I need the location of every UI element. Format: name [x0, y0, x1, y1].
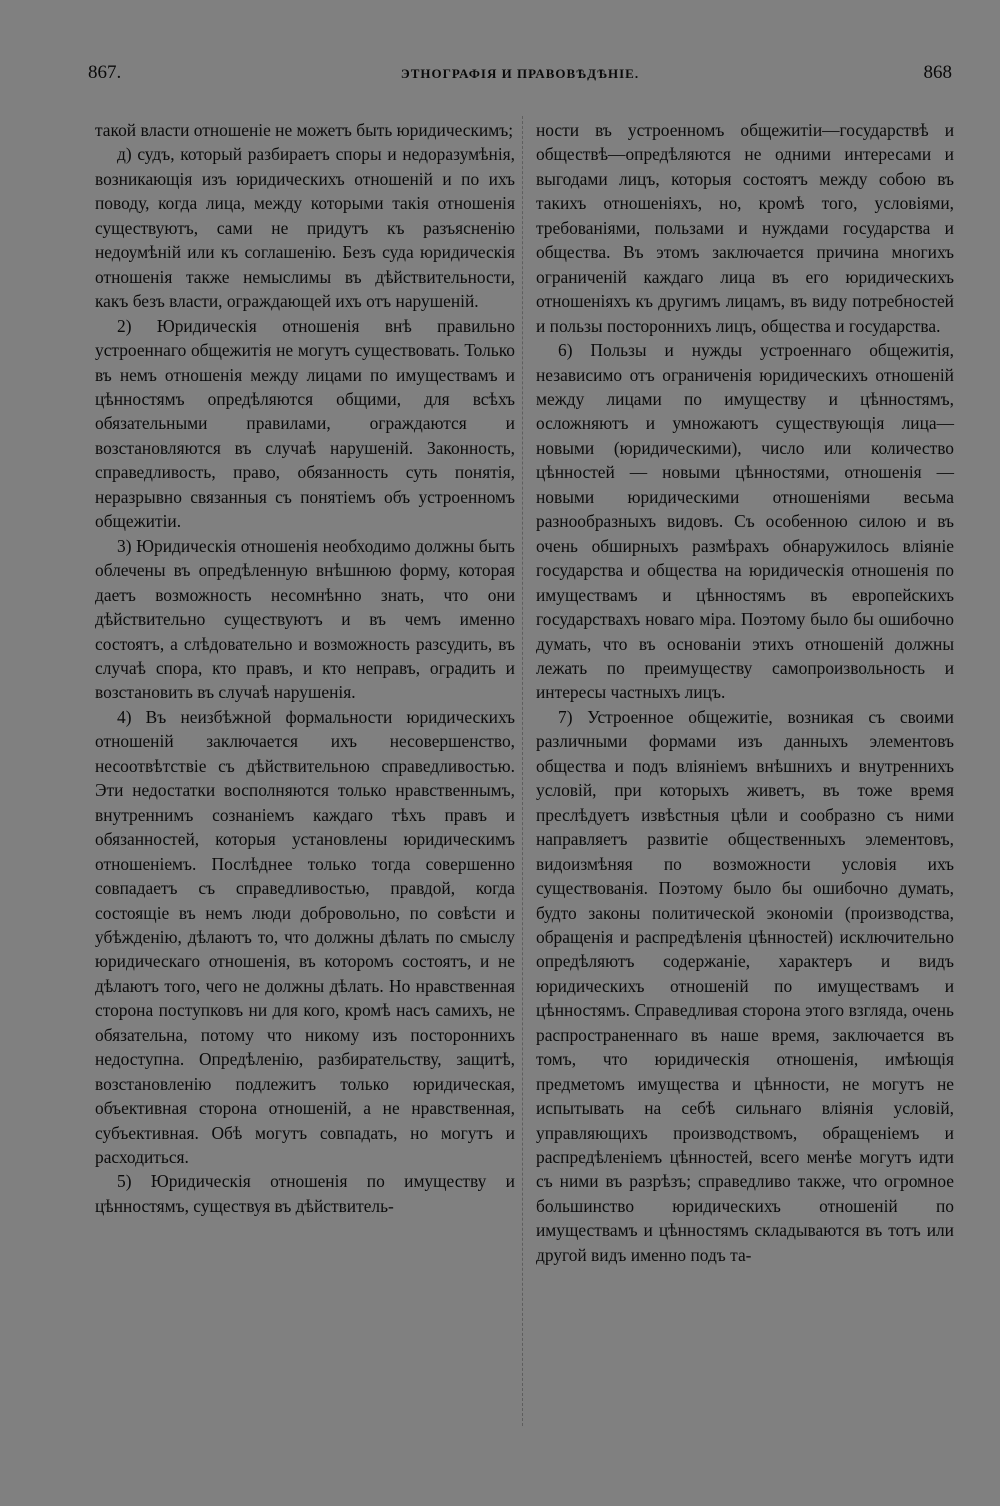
column-divider [522, 116, 523, 1426]
paragraph: д) судъ, который разбираетъ споры и недоразумѣнія, возникающія изъ юридическихъ отношеній и по ихъ поводу, когда лица, между которыми такія отношенія существуютъ, сами не придутъ къ разъясненію недоумѣній или къ соглашенію. Безъ суда юридическія отношенія также немыслимы въ дѣйствительности, какъ безъ власти, ограждающей ихъ отъ нарушеній. [95, 144, 515, 312]
left-column [95, 118, 515, 1218]
paragraph: 7) Устроенное общежитіе, возникая съ своими различными формами изъ данныхъ элементовъ общества и подъ вліяніемъ внѣшнихъ и внутреннихъ условій, при которыхъ живетъ, въ тоже время преслѣдуетъ извѣстныя цѣли и сообразно съ ними направляетъ развитіе общественныхъ элементовъ, видоизмѣняя по возможности условія ихъ существованія. Поэтому было бы ошибочно думать, будто законы политической экономіи (производства, обращенія и распредѣленія цѣнностей) исключительно опредѣляютъ содержаніе, характеръ и видъ юридическихъ отношеній по имуществамъ и цѣнностямъ. Справедливая сторона этого взгляда, очень распространеннаго въ наше время, заключается въ томъ, что юридическія отношенія, имѣющія предметомъ имущества и цѣнности, не могутъ не испытывать на себѣ сильнаго вліянія условій, управляющихъ производствомъ, обращеніемъ и распредѣленіемъ цѣнностей, всего менѣе могутъ идти съ ними въ разрѣзъ; справедливо также, что огромное большинство юридическихъ отношеній по имуществамъ и цѣнностямъ складываются въ тотъ или другой видъ именно подъ та- [536, 706, 954, 1265]
running-title: ЭТНОГРАФІЯ И ПРАВОВѢДѢНІЕ. [400, 66, 640, 81]
right-column [536, 118, 954, 1267]
page-number-right: 868 [923, 62, 952, 83]
paragraph: 6) Пользы и нужды устроеннаго общежитія, независимо отъ ограниченія юридическихъ отношеній между лицами по имуществу и цѣнностямъ, осложняютъ и умножаютъ существующія лица—новыми (юридическими), число или количество цѣнностей — новыми цѣнностями, отношенія — новыми юридическими отношеніями весьма разнообразныхъ видовъ. Съ особенною силою и въ очень обширныхъ размѣрахъ обнаружилось вліяніе государства и общества на юридическія отношенія по имуществамъ и цѣнностямъ въ европейскихъ государствахъ новаго міра. Поэтому было бы ошибочно думать, что въ основаніи этихъ отношеній должны лежать по преимуществу самопроизвольность и интересы частныхъ лицъ. [536, 340, 954, 703]
page-number-left: 867. [88, 62, 122, 83]
paragraph: 2) Юридическія отношенія внѣ правильно устроеннаго общежитія не могутъ существовать. Только въ немъ отношенія между лицами по имуществамъ и цѣнностямъ опредѣляются общими, для всѣхъ обязательными правилами, ограждаются и возстановляются въ случаѣ нарушеній. Законность, справедливость, право, обязанность суть понятія, неразрывно связанныя съ понятіемъ объ устроенномъ общежитіи. [95, 315, 515, 532]
paragraph: 3) Юридическія отношенія необходимо должны быть облечены въ опредѣленную внѣшнюю форму, которая даетъ возможность несомнѣнно знать, что они дѣйствительно существуютъ и въ чемъ именно состоятъ, а слѣдовательно и возможность разсудить, въ случаѣ спора, кто правъ, и кто неправъ, оградить и возстановить въ случаѣ нарушенія. [95, 535, 515, 703]
paragraph: 5) Юридическія отношенія по имуществу и цѣнностямъ, существуя въ дѣйствитель- [95, 1171, 515, 1216]
page-header [88, 62, 952, 96]
paragraph: 4) Въ неизбѣжной формальности юридическихъ отношеній заключается ихъ несовершенство, несоотвѣтствіе съ дѣйствительною справедливостью. Эти недостатки восполняются только нравственнымъ, внутреннимъ сознаніемъ каждаго тѣхъ правъ и обязанностей, которыя установлены юридическимъ отношеніемъ. Послѣднее только тогда совершенно совпадаетъ съ справедливостью, правдой, когда состоящіе въ немъ люди добровольно, по совѣсти и убѣжденію, дѣлаютъ то, что должны дѣлать по смыслу юридическаго отношенія, въ которомъ состоятъ, и не дѣлаютъ того, чего не должны дѣлать. Но нравственная сторона поступковъ ни для кого, кромѣ насъ самихъ, не обязательна, потому что никому изъ постороннихъ недоступна. Опредѣленію, разбирательству, защитѣ, возстановленію подлежитъ только юридическая, объективная сторона отношеній, а не нравственная, субъективная. Обѣ могутъ совпадать, но могутъ и расходиться. [95, 706, 515, 1168]
paragraph: такой власти отношеніе не можетъ быть юридическимъ; [95, 120, 514, 140]
paragraph: ности въ устроенномъ общежитіи—государствѣ и обществѣ—опредѣляются не одними интересами и выгодами лицъ, которыя состоятъ между собою въ такихъ отношеніяхъ, но, кромѣ того, условіями, требованіями, пользами и нуждами государства и общества. Въ этомъ заключается причина многихъ ограниченій каждаго лица въ его юридическихъ отношеніяхъ къ другимъ лицамъ, въ виду потребностей и пользы постороннихъ лицъ, общества и государства. [536, 120, 954, 336]
